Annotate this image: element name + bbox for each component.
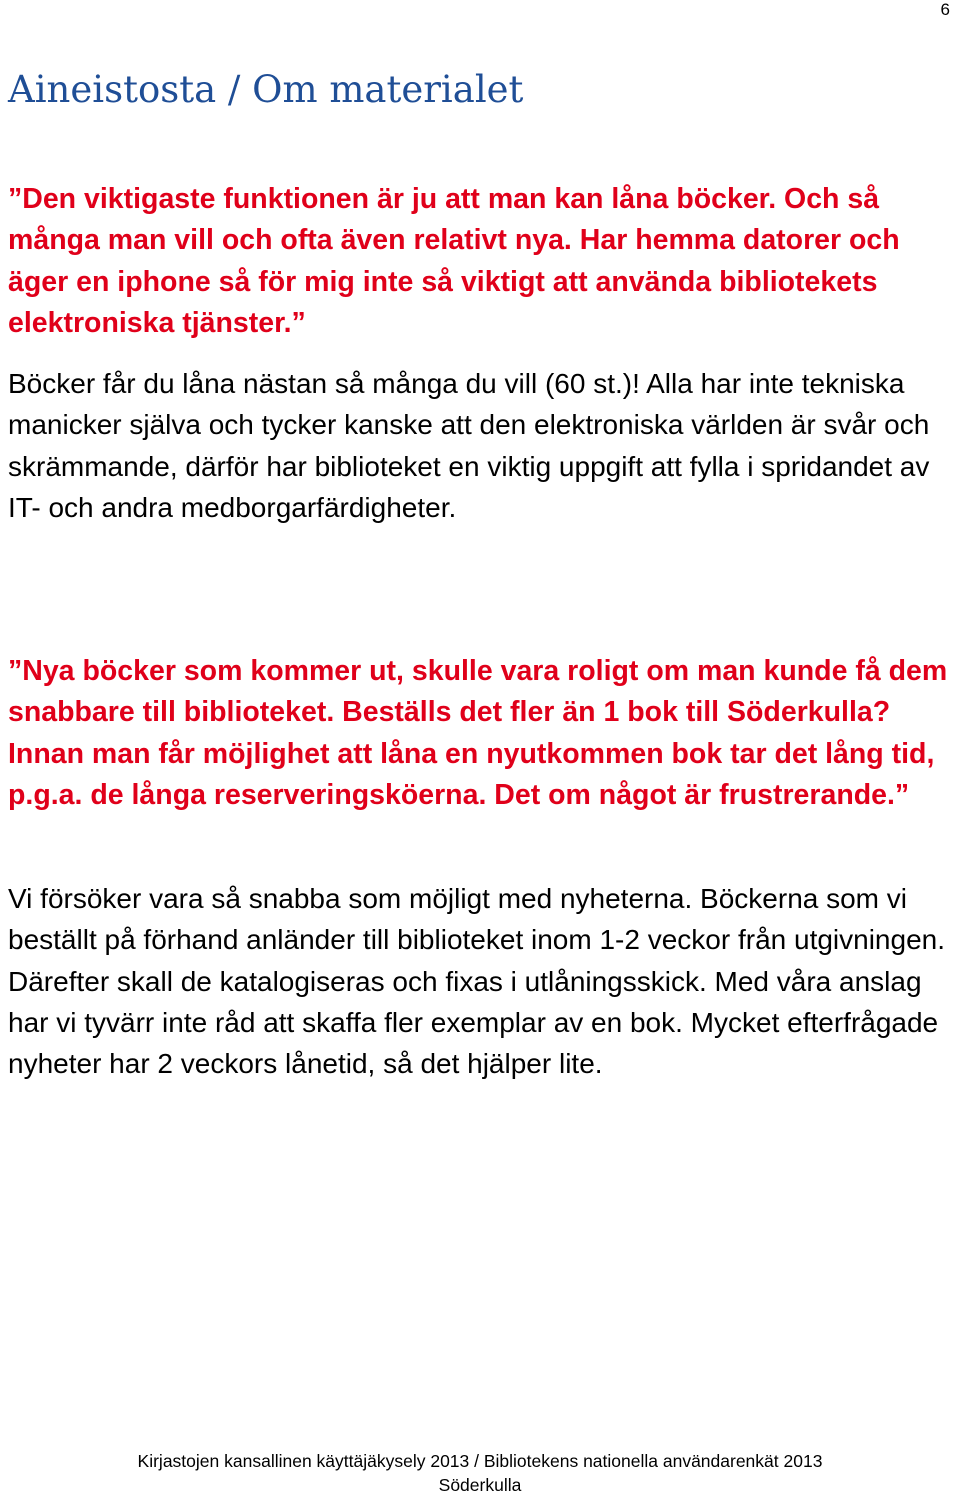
library-answer-1: Böcker får du låna nästan så många du vill (60 st.)! Alla har inte tekniska manicker själva och tycker kanske att den elektroniska världen är svår och skrämmande, därför har biblioteket en viktig uppgift att fylla i spridandet av IT- och andra medborgarfärdigheter. [8, 368, 930, 523]
user-quote-1: ”Den viktigaste funktionen är ju att man kan låna böcker. Och så många man vill och ofta även relativt nya. Har hemma datorer och äger en iphone så för mig inte så viktigt att använda bibliotekets elektroniska tjänster.” [8, 183, 900, 339]
page-number: 6 [940, 0, 950, 19]
library-answer-2: Vi försöker vara så snabba som möjligt med nyheterna. Böckerna som vi beställt på förhand anländer till biblioteket inom 1-2 veckor från utgivningen. Därefter skall de katalogiseras och fixas i utlåningsskick. Med våra anslag har vi tyvärr inte råd att skaffa fler exemplar av en bok. Mycket efterfrågade nyheter har 2 veckors lånetid, så det hjälper lite. [8, 883, 946, 1080]
page-footer [0, 1449, 960, 1497]
footer-survey-title: Kirjastojen kansallinen käyttäjäkysely 2013 / Bibliotekens nationella användarenkät 2013 [137, 1451, 823, 1471]
page-title: Aineistosta / Om materialet [8, 68, 524, 111]
user-quote-2: ”Nya böcker som kommer ut, skulle vara roligt om man kunde få dem snabbare till biblioteket. Beställs det fler än 1 bok till Söderkulla? Innan man får möjlighet att låna en nyutkommen bok tar det lång tid, p.g.a. de långa reserveringsköerna. Det om något är frustrerande.” [8, 655, 948, 811]
footer-library-name: Söderkulla [438, 1475, 522, 1495]
